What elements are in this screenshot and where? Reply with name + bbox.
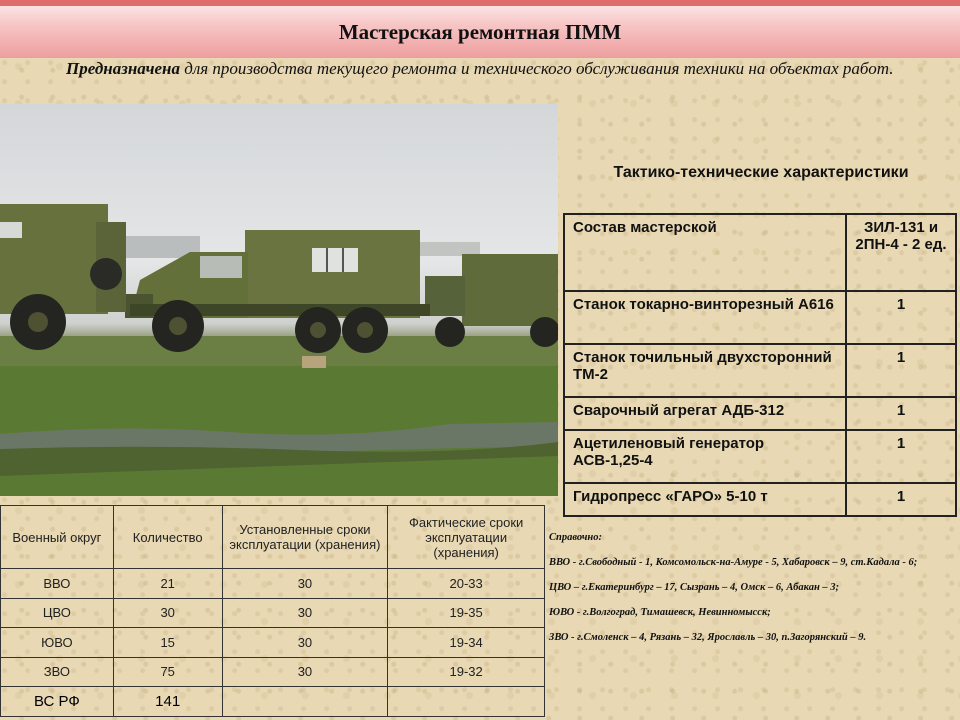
- table-row: [1, 598, 545, 628]
- table-row: [1, 628, 545, 658]
- specs-row: [564, 430, 956, 483]
- intro-text: [10, 58, 952, 79]
- specs-heading: Тактико-технические характеристики: [613, 164, 909, 181]
- notes-item: ЗВО - г.Смоленск – 4, Рязань – 32, Ярославль – 30, п.Загорянский – 9.: [549, 632, 867, 643]
- intro-body: для производства текущего ремонта и технического обслуживания техники на объектах работ.: [179, 59, 894, 78]
- district-actual-term: 19-35: [388, 598, 545, 628]
- specs-row: [564, 397, 956, 430]
- districts-header: Военный округ: [1, 506, 114, 569]
- specs-name: Сварочный агрегат АДБ-312: [564, 397, 846, 430]
- district-actual-term: 20-33: [388, 569, 545, 599]
- vehicle-photo-drawing: [0, 104, 558, 496]
- districts-header: Количество: [113, 506, 222, 569]
- table-row-total: [1, 687, 545, 717]
- specs-value: 1: [846, 291, 956, 344]
- table-row: [1, 569, 545, 599]
- districts-header-row: [1, 506, 545, 569]
- districts-header: Фактические сроки эксплуатации (хранения): [388, 506, 545, 569]
- district-set-term: 30: [222, 569, 388, 599]
- district-name: ВС РФ: [1, 687, 114, 717]
- notes-title: Справочно:: [549, 532, 602, 543]
- district-count: 141: [113, 687, 222, 717]
- district-name: ЗВО: [1, 657, 114, 687]
- specs-table: [563, 213, 957, 517]
- district-set-term: 30: [222, 628, 388, 658]
- notes-item: ВВО - г.Свободный - 1, Комсомольск-на-Амуре - 5, Хабаровск – 9, ст.Кадала - 6;: [549, 557, 918, 568]
- specs-row: [564, 214, 956, 291]
- district-count: 21: [113, 569, 222, 599]
- reference-notes: [549, 530, 955, 655]
- district-set-term: 30: [222, 657, 388, 687]
- specs-value: 1: [846, 430, 956, 483]
- district-name: ЦВО: [1, 598, 114, 628]
- specs-value: 1: [846, 483, 956, 516]
- specs-name: Ацетиленовый генератор АСВ-1,25-4: [564, 430, 846, 483]
- specs-value: 1: [846, 344, 956, 397]
- district-name: ВВО: [1, 569, 114, 599]
- districts-header: Установленные сроки эксплуатации (хранения): [222, 506, 388, 569]
- notes-item: ЮВО - г.Волгоград, Тимашевск, Невинномысск;: [549, 607, 771, 618]
- specs-value: ЗИЛ-131 и 2ПН-4 - 2 ед.: [846, 214, 956, 291]
- specs-name: Гидропресс «ГАРО» 5-10 т: [564, 483, 846, 516]
- district-actual-term: [388, 687, 545, 717]
- table-row: [1, 657, 545, 687]
- district-count: 75: [113, 657, 222, 687]
- district-set-term: 30: [222, 598, 388, 628]
- specs-name: Состав мастерской: [564, 214, 846, 291]
- vehicle-photo: [0, 104, 558, 496]
- districts-table: [0, 505, 545, 717]
- district-name: ЮВО: [1, 628, 114, 658]
- specs-name: Станок токарно-винторезный А616: [564, 291, 846, 344]
- page-title: Мастерская ремонтная ПММ: [338, 20, 622, 44]
- specs-row: [564, 483, 956, 516]
- notes-item: ЦВО – г.Екатеринбург – 17, Сызрань – 4, Омск – 6, Абакан – 3;: [549, 582, 840, 593]
- district-count: 30: [113, 598, 222, 628]
- specs-value: 1: [846, 397, 956, 430]
- specs-row: [564, 291, 956, 344]
- district-count: 15: [113, 628, 222, 658]
- district-actual-term: 19-32: [388, 657, 545, 687]
- intro-lead: Предназначена: [66, 59, 180, 78]
- specs-row: [564, 344, 956, 397]
- header-bar: [0, 0, 960, 58]
- specs-name: Станок точильный двухсторонний ТМ-2: [564, 344, 846, 397]
- district-set-term: [222, 687, 388, 717]
- district-actual-term: 19-34: [388, 628, 545, 658]
